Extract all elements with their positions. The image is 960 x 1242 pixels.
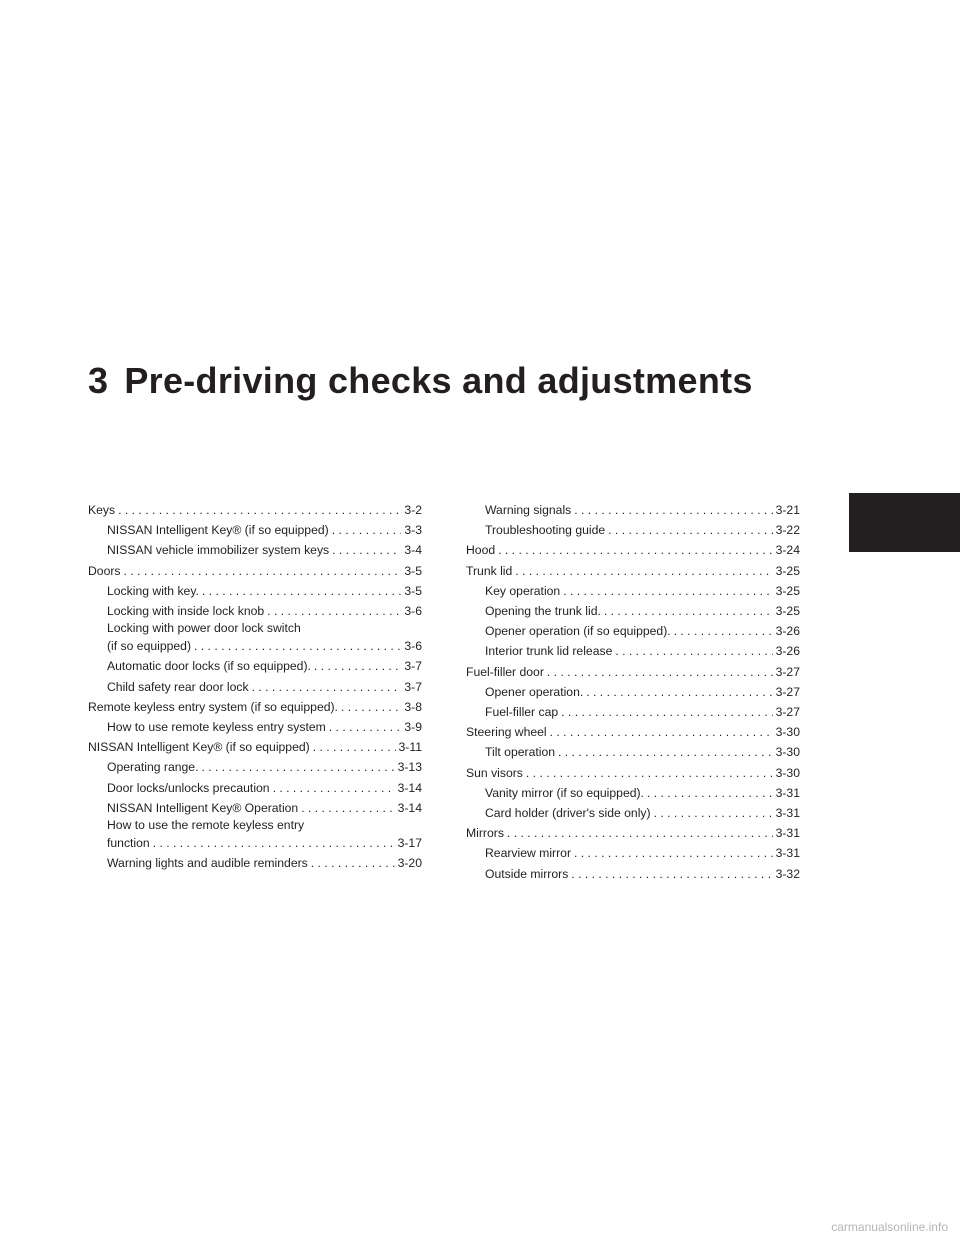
toc-entry-label: Interior trunk lid release (485, 644, 613, 659)
dot-leader (329, 717, 402, 737)
toc-entry-page: 3-31 (775, 826, 800, 841)
toc-entry[interactable] (88, 818, 422, 853)
toc-entry[interactable] (88, 798, 422, 818)
toc-entry[interactable] (466, 682, 800, 702)
toc-entry[interactable] (88, 757, 422, 777)
toc-entry-label: NISSAN Intelligent Key® Operation (107, 800, 299, 815)
toc-entry-label: Card holder (driver's side only) (485, 806, 651, 821)
toc-entry-page: 3-30 (775, 765, 800, 780)
toc-entry[interactable] (466, 621, 800, 641)
toc-entry[interactable] (88, 737, 422, 757)
toc-entry[interactable] (466, 662, 800, 682)
dot-leader (654, 803, 773, 823)
toc-entry-label: Keys (88, 503, 116, 517)
dot-leader (586, 682, 772, 702)
toc-entry[interactable] (88, 853, 422, 873)
toc-entry-label: Warning signals (485, 503, 572, 517)
dot-leader (571, 864, 772, 884)
toc-entry-page: 3-27 (775, 684, 800, 699)
toc-entry[interactable] (466, 641, 800, 661)
toc-entry-page: 3-5 (404, 583, 422, 598)
toc-entry[interactable] (88, 540, 422, 560)
toc-entry-page: 3-17 (397, 836, 422, 851)
dot-leader (498, 540, 772, 560)
dot-leader (550, 722, 773, 742)
toc-entry-page: 3-31 (775, 846, 800, 861)
chapter-number: 3 (88, 360, 109, 401)
dot-leader (526, 763, 773, 783)
toc-entry-page: 3-8 (404, 699, 422, 714)
toc-entry-label: Doors (88, 563, 121, 578)
toc-entry[interactable] (466, 561, 800, 581)
toc-entry[interactable] (466, 742, 800, 762)
toc-entry-label-cont: (if so equipped) (107, 639, 192, 654)
toc-entry-page: 3-25 (775, 604, 800, 619)
toc-entry-label: NISSAN Intelligent Key® (if so equipped) (107, 523, 329, 538)
toc-entry-label: Key operation (485, 583, 561, 598)
toc-entry-label: Opener operation (if so equipped). (485, 624, 671, 639)
dot-leader (604, 601, 773, 621)
toc-entry[interactable] (466, 763, 800, 783)
dot-leader (314, 656, 401, 676)
toc-entry-page: 3-6 (404, 604, 422, 619)
toc-entry[interactable] (466, 864, 800, 884)
toc-entry-page: 3-21 (775, 503, 800, 517)
toc-entry-page: 3-26 (775, 644, 800, 659)
toc-entry-label: Remote keyless entry system (if so equipped). (88, 699, 338, 714)
toc-entry-label: Sun visors (466, 765, 523, 780)
toc-entry[interactable] (88, 621, 422, 656)
toc-entry-label: Locking with inside lock knob (107, 604, 265, 619)
toc-entry-label: Locking with key. (107, 583, 199, 598)
toc-entry-page: 3-25 (775, 563, 800, 578)
toc-entry-label: How to use the remote keyless entry (107, 818, 305, 833)
dot-leader (507, 823, 773, 843)
toc-entry-label: Tilt operation (485, 745, 556, 760)
toc-entry-label: Troubleshooting guide (485, 523, 606, 538)
toc-entry-page: 3-30 (775, 745, 800, 760)
toc-entry-label: How to use remote keyless entry system (107, 720, 326, 735)
toc-entry-page: 3-4 (404, 543, 422, 558)
chapter-title (88, 360, 753, 402)
toc-entry-page: 3-27 (775, 705, 800, 720)
toc-entry[interactable] (466, 823, 800, 843)
toc-entry-page: 3-9 (404, 720, 422, 735)
toc-entry-page: 3-7 (404, 659, 422, 674)
dot-leader (311, 853, 395, 873)
dot-leader (332, 540, 401, 560)
toc-entry[interactable] (88, 677, 422, 697)
dot-leader (647, 783, 773, 803)
dot-leader (301, 798, 394, 818)
toc-entry-page: 3-3 (404, 523, 422, 538)
toc-entry-label: Fuel-filler cap (485, 705, 559, 720)
toc-entry-label: Child safety rear door lock (107, 679, 249, 694)
dot-leader (563, 581, 772, 601)
dot-leader (313, 737, 396, 757)
toc-entry[interactable] (466, 702, 800, 722)
toc-entry[interactable] (88, 581, 422, 601)
toc-entry-page: 3-20 (397, 856, 422, 871)
toc-entry[interactable] (88, 697, 422, 717)
toc-entry[interactable] (466, 601, 800, 621)
toc-entry-page: 3-24 (775, 543, 800, 558)
toc-entry[interactable] (466, 500, 800, 520)
toc-entry-label: Trunk lid (466, 563, 513, 578)
chapter-title-text: Pre-driving checks and adjustments (124, 360, 753, 401)
toc-entry[interactable] (88, 561, 422, 581)
dot-leader (124, 561, 402, 581)
toc-entry[interactable] (88, 778, 422, 798)
toc-entry-label: Vanity mirror (if so equipped). (485, 785, 644, 800)
dot-leader (252, 677, 402, 697)
dot-leader (202, 581, 401, 601)
toc-entry-page: 3-25 (775, 583, 800, 598)
toc-entry-page: 3-26 (775, 624, 800, 639)
toc-entry-label: Door locks/unlocks precaution (107, 780, 270, 795)
toc-entry-label-cont: function (107, 836, 150, 851)
dot-leader (332, 520, 402, 540)
dot-leader (118, 500, 401, 520)
chapter-thumb-tab (849, 493, 960, 552)
toc-entry-label: Outside mirrors (485, 866, 569, 881)
dot-leader (674, 621, 773, 641)
toc-entry-label: Warning lights and audible reminders (107, 856, 308, 871)
toc-entry-label: Locking with power door lock switch (107, 621, 301, 636)
dot-leader (547, 662, 773, 682)
toc-entry-label: Steering wheel (466, 725, 547, 740)
toc-entry-page: 3-27 (775, 664, 800, 679)
toc-entry[interactable] (466, 540, 800, 560)
toc-entry[interactable] (466, 843, 800, 863)
dot-leader (201, 757, 394, 777)
toc-entry[interactable] (88, 717, 422, 737)
toc-entry-label: Fuel-filler door (466, 664, 544, 679)
toc-entry[interactable] (88, 601, 422, 621)
dot-leader (153, 833, 395, 853)
toc-entry-page: 3-5 (404, 563, 422, 578)
dot-leader (574, 500, 772, 520)
dot-leader (615, 641, 772, 661)
toc-entry[interactable] (88, 500, 422, 520)
dot-leader (341, 697, 401, 717)
toc-entry[interactable] (466, 581, 800, 601)
toc-entry-page: 3-32 (775, 866, 800, 881)
toc-entry[interactable] (88, 656, 422, 676)
toc-entry-page: 3-14 (397, 800, 422, 815)
toc-entry-page: 3-14 (397, 780, 422, 795)
toc-entry[interactable] (466, 722, 800, 742)
toc-left-column (88, 500, 422, 873)
toc-entry[interactable] (466, 783, 800, 803)
toc-entry-label: Hood (466, 543, 496, 558)
toc-entry[interactable] (466, 520, 800, 540)
toc-entry-page: 3-6 (404, 639, 422, 654)
toc-entry-label: NISSAN vehicle immobilizer system keys (107, 543, 330, 558)
toc-entry-page: 3-30 (775, 725, 800, 740)
toc-entry-label: Mirrors (466, 826, 504, 841)
toc-entry-label: Rearview mirror (485, 846, 571, 861)
toc-entry-label: Operating range. (107, 760, 199, 775)
toc-entry[interactable] (88, 520, 422, 540)
dot-leader (574, 843, 773, 863)
toc-entry-page: 3-2 (404, 503, 422, 517)
dot-leader (515, 561, 772, 581)
dot-leader (194, 636, 401, 656)
toc-entry-page: 3-11 (398, 740, 422, 755)
dot-leader (561, 702, 772, 722)
toc-entry-page: 3-22 (775, 523, 800, 538)
toc-right-column (466, 500, 800, 884)
dot-leader (273, 778, 395, 798)
toc-entry-page: 3-13 (397, 760, 422, 775)
toc-entry[interactable] (466, 803, 800, 823)
dot-leader (267, 601, 401, 621)
toc-entry-label: NISSAN Intelligent Key® (if so equipped) (88, 740, 310, 755)
toc-entry-label: Opening the trunk lid. (485, 604, 601, 619)
toc-entry-label: Automatic door locks (if so equipped). (107, 659, 311, 674)
toc-entry-page: 3-31 (775, 806, 800, 821)
toc-entry-page: 3-31 (775, 785, 800, 800)
dot-leader (608, 520, 772, 540)
dot-leader (558, 742, 773, 762)
watermark: carmanualsonline.info (831, 1220, 948, 1234)
toc-entry-page: 3-7 (404, 679, 422, 694)
toc-entry-label: Opener operation. (485, 684, 584, 699)
